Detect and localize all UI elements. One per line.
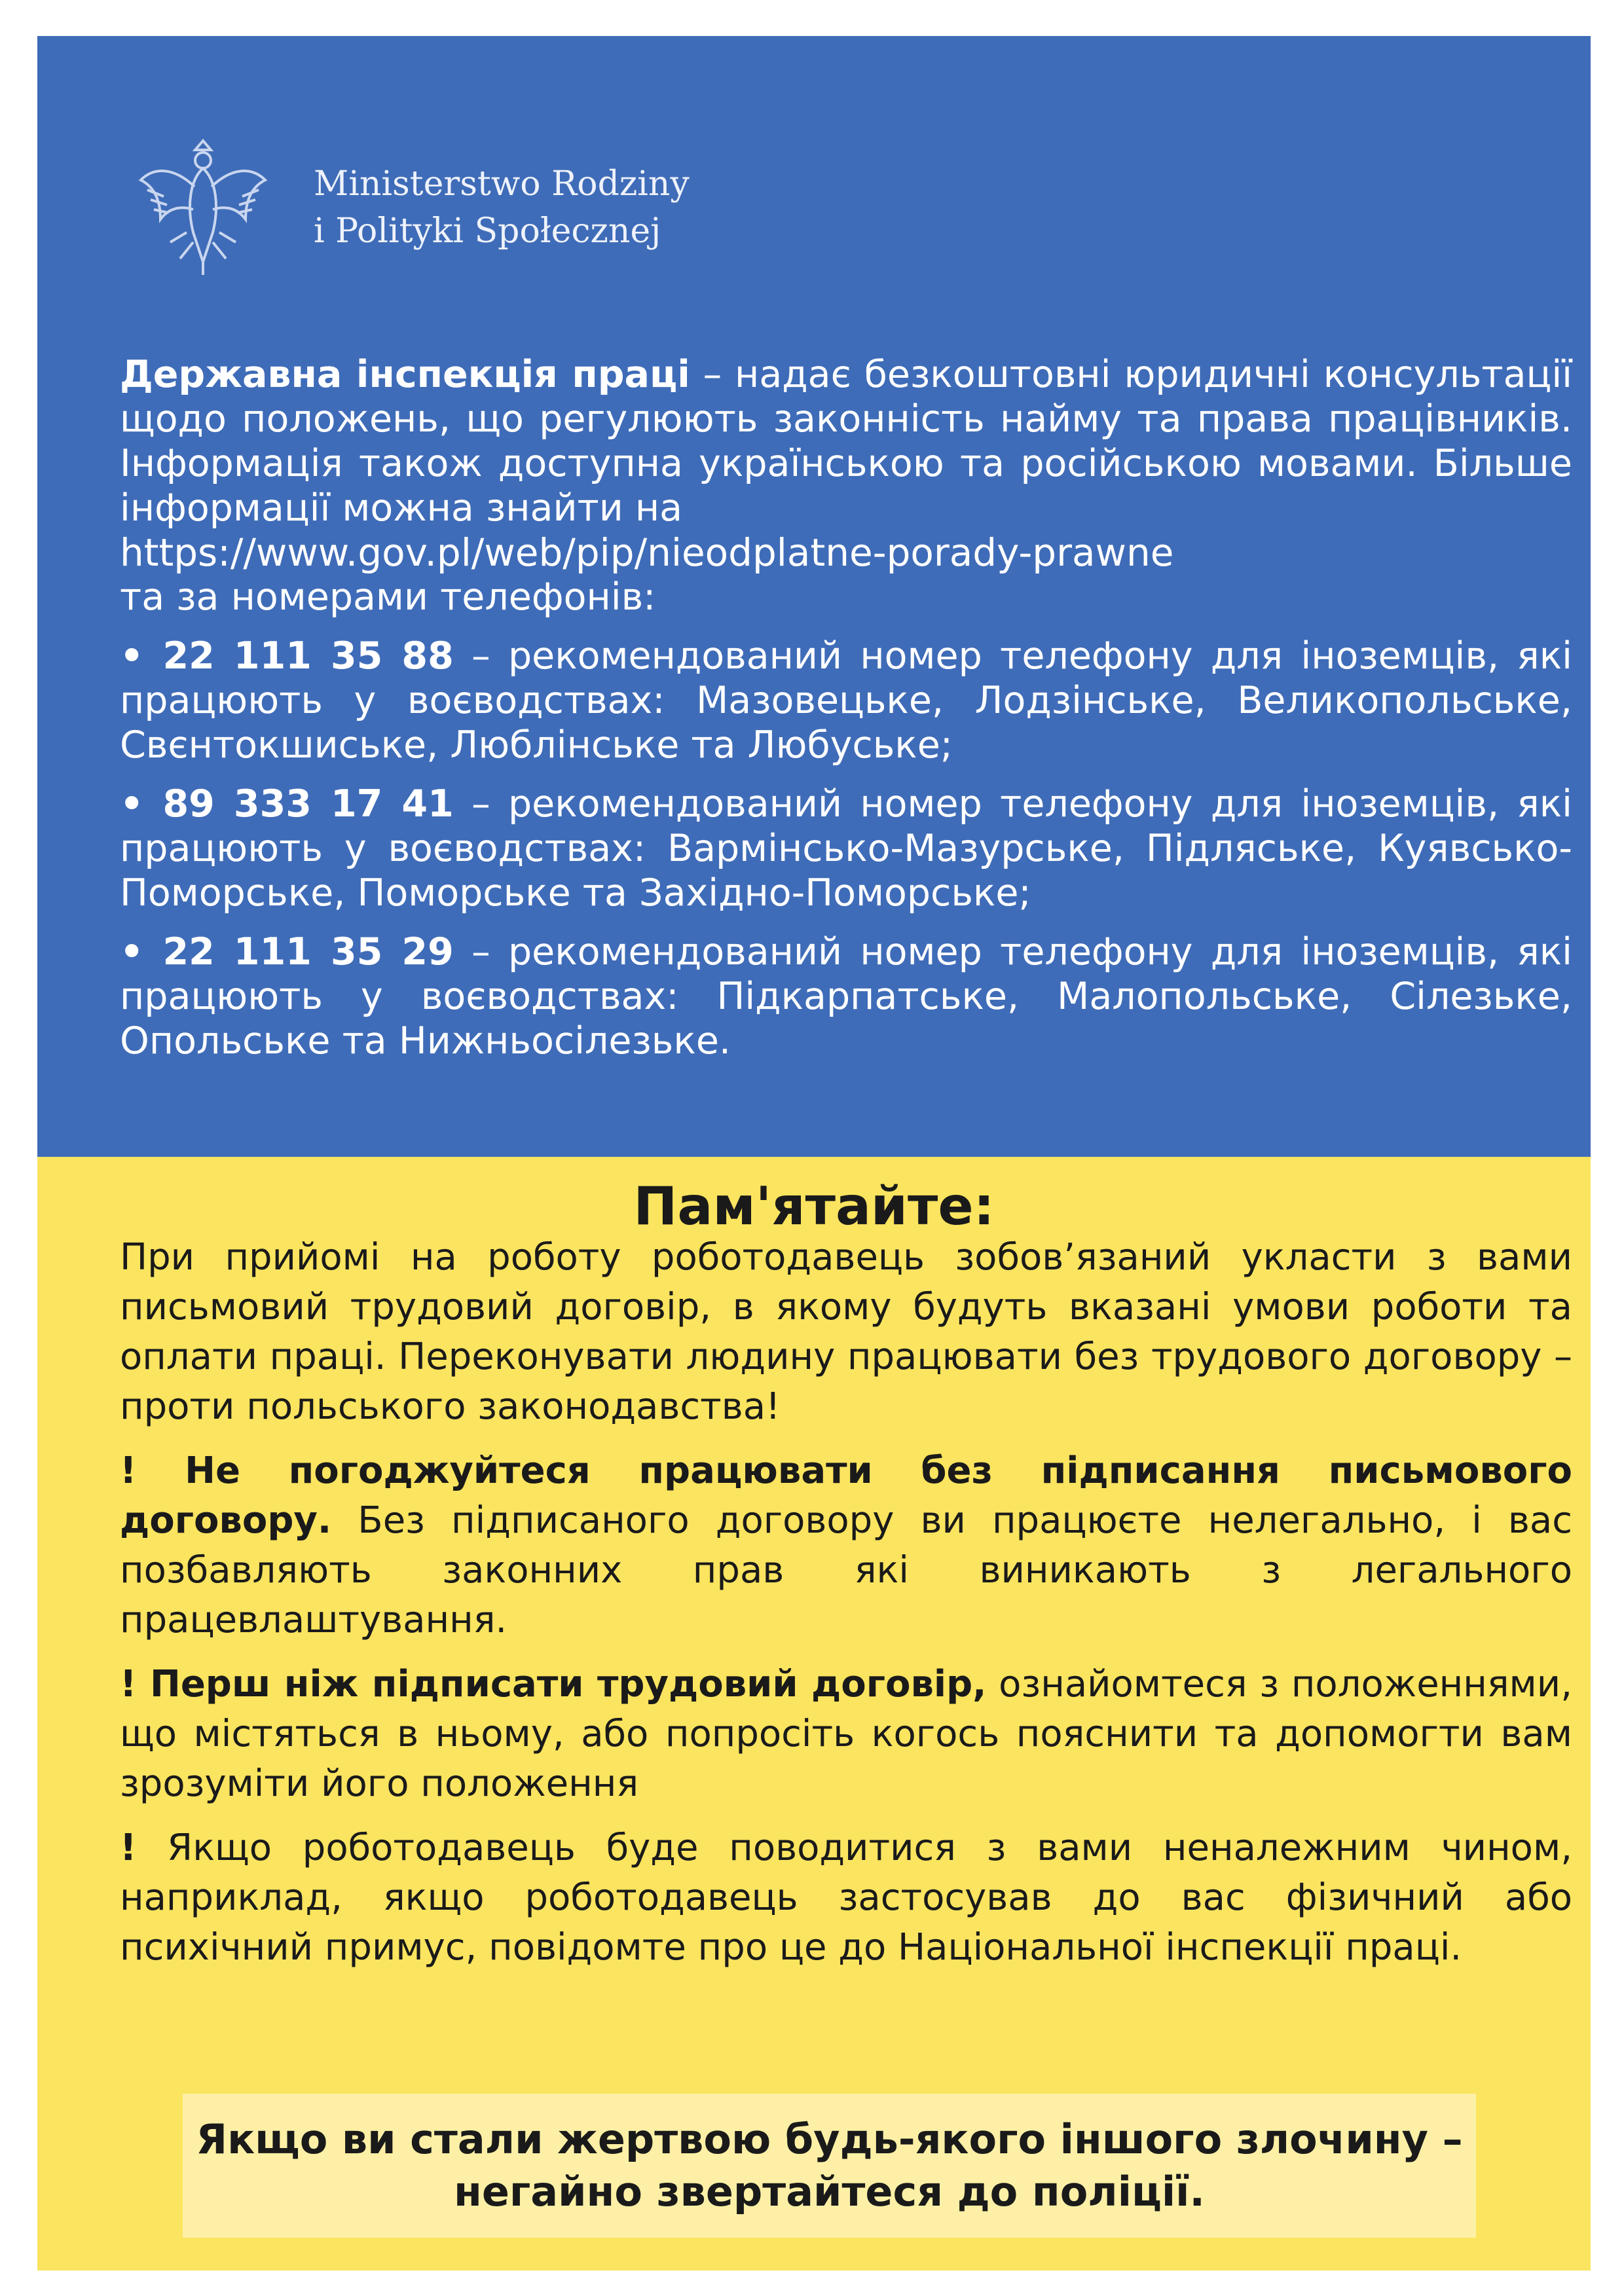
remember-content bbox=[120, 1233, 1572, 1987]
phone-item bbox=[120, 930, 1572, 1063]
phone-description: – рекомендований номер телефону для іноземців, які працюють у воєводствах: Мазовецьке, Лодзінське, Великопольське, Свєнтокшиське, Люблінське та Любуське; bbox=[120, 634, 1572, 767]
phone-number: • 22 111 35 88 bbox=[120, 634, 454, 678]
pip-link[interactable]: https://www.gov.pl/web/pip/nieodplatne-porady-prawne bbox=[120, 530, 1174, 575]
callout-line1: Якщо ви стали жертвою будь-якого іншого злочину – bbox=[196, 2115, 1463, 2163]
remember-paragraph-3 bbox=[120, 1660, 1572, 1809]
phone-description: – рекомендований номер телефону для іноземців, які працюють у воєводствах: Підкарпатське, Малопольське, Сілезьке, Опольське та Нижньосілезьке. bbox=[120, 930, 1572, 1063]
warning-bold: ! bbox=[120, 1827, 137, 1869]
remember-paragraph-4 bbox=[120, 1823, 1572, 1973]
intro-after-url: та за номерами телефонів: bbox=[120, 575, 656, 619]
labor-inspection-info bbox=[120, 352, 1572, 1063]
remember-paragraph-2 bbox=[120, 1446, 1572, 1645]
phone-number: • 89 333 17 41 bbox=[120, 782, 454, 826]
remember-paragraph-1: При прийомі на роботу роботодавець зобов’язаний укласти з вами письмовий трудовий договір, в якому будуть вказані умови роботи та оплати праці. Переконувати людину працювати без трудового договору – проти польського законодавства! bbox=[120, 1236, 1572, 1428]
intro-bold: Державна інспекція праці bbox=[120, 353, 690, 396]
ministry-name-line1: Ministerstwo Rodziny bbox=[314, 164, 690, 204]
warning-text: Якщо роботодавець буде поводитися з вами неналежним чином, наприклад, якщо роботодавець застосував до вас фізичний або психічний примус, повідомте про це до Національної інспекції праці. bbox=[120, 1827, 1572, 1969]
warning-bold: ! Перш ніж підписати трудовий договір, bbox=[120, 1663, 987, 1705]
intro-paragraph bbox=[120, 352, 1572, 530]
phone-description: – рекомендований номер телефону для іноземців, які працюють у воєводствах: Вармінсько-Мазурське, Підляське, Куявсько-Поморське, Поморське та Західно-Поморське; bbox=[120, 782, 1572, 915]
phone-item bbox=[120, 782, 1572, 915]
polish-eagle-emblem-icon bbox=[134, 128, 272, 278]
police-callout bbox=[183, 2094, 1476, 2238]
ministry-name-line2: i Polityki Społecznej bbox=[314, 211, 661, 251]
phone-item bbox=[120, 634, 1572, 767]
warning-bold: ! Не погоджуйтеся працювати без підписання письмового договору. bbox=[120, 1449, 1572, 1542]
remember-heading: Пам'ятайте: bbox=[633, 1176, 995, 1237]
phone-number: • 22 111 35 29 bbox=[120, 930, 454, 974]
warning-text: Без підписаного договору ви працюєте нелегально, і вас позбавляють законних прав які виникають з легального працевлаштування. bbox=[120, 1499, 1572, 1641]
ministry-name bbox=[314, 160, 690, 255]
poster bbox=[37, 36, 1591, 2270]
blue-section bbox=[37, 36, 1591, 1157]
intro-text: – надає безкоштовні юридичні консультації щодо положень, що регулюють законність найму та права працівників. Інформація також доступна українською та російською мовами. Більше інформації можна знайти на bbox=[120, 353, 1572, 530]
warning-text: ознайомтеся з положеннями, що містяться в ньому, або попросіть когось пояснити та допомогти вам зрозуміти його положення bbox=[120, 1663, 1573, 1805]
callout-line2: негайно звертайтеся до поліції. bbox=[454, 2168, 1205, 2215]
